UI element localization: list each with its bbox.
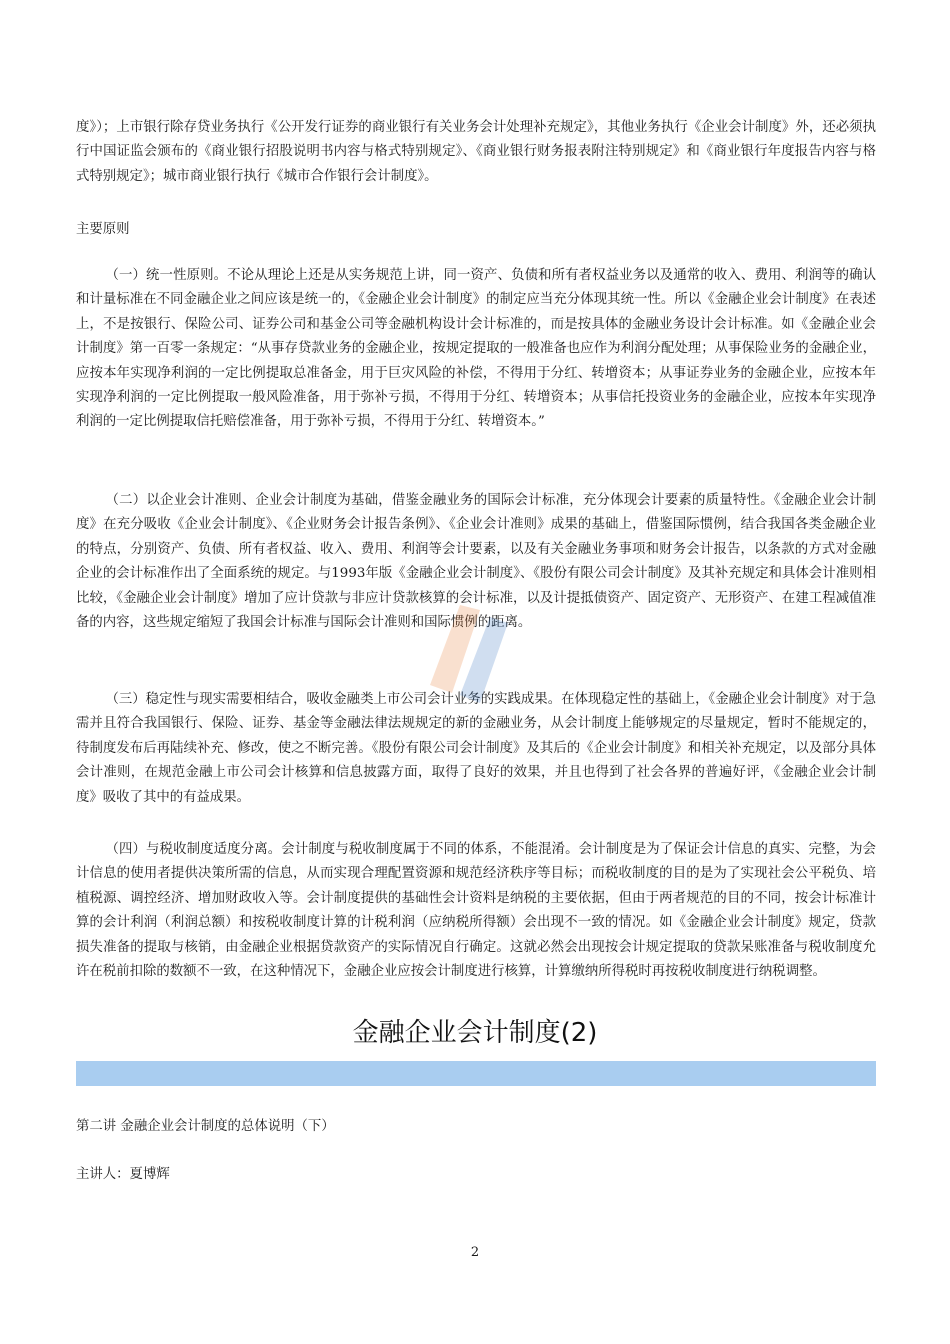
principle-2-paragraph: （二）以企业会计准则、企业会计制度为基础，借鉴金融业务的国际会计标准，充分体现会计要素的质量特性。《金融企业会计制度》在充分吸收《企业会计制度》、《企业财务会计报告条例》、《企业会计准则》成果的基础上，借鉴国际惯例，结合我国各类金融企业的特点，分别资产、负债、所有者权益、收入、费用、利润等会计要素，以及有关金融业务事项和财务会计报告，以条款的方式对金融企业的会计标准作出了全面系统的规定。与1993年版《金融企业会计制度》、《股份有限公司会计制度》及其补充规定和具体会计准则相比较，《金融企业会计制度》增加了应计贷款与非应计贷款核算的会计标准，以及计提抵债资产、固定资产、无形资产、在建工程减值准备的内容，这些规定缩短了我国会计标准与国际会计准则和国际惯例的距离。 <box>76 493 876 631</box>
speaker-line: 主讲人：夏博辉 <box>76 1167 170 1182</box>
lecture-line: 第二讲 金融企业会计制度的总体说明（下） <box>76 1119 335 1134</box>
principle-4-paragraph: （四）与税收制度适度分离。会计制度与税收制度属于不同的体系，不能混淆。会计制度是为了保证会计信息的真实、完整，为会计信息的使用者提供决策所需的信息，从而实现合理配置资源和规范经济秩序等目标；而税收制度的目的是为了实现社会公平税负、培植税源、调控经济、增加财政收入等。会计制度提供的基础性会计资料是纳税的主要依据，但由于两者规范的目的不同，按会计标准计算的会计利润（利润总额）和按税收制度计算的计税利润（应纳税所得额）会出现不一致的情况。如《金融企业会计制度》规定，贷款损失准备的提取与核销，由金融企业根据贷款资产的实际情况自行确定。这就必然会出现按会计规定提取的贷款呆账准备与税收制度允许在税前扣除的数额不一致，在这种情况下，金融企业应按会计制度进行核算，计算缴纳所得税时再按税收制度进行纳税调整。 <box>76 842 876 980</box>
principle-1-paragraph: （一）统一性原则。不论从理论上还是从实务规范上讲，同一资产、负债和所有者权益业务以及通常的收入、费用、利润等的确认和计量标准在不同金融企业之间应该是统一的，《金融企业会计制度》的制定应当充分体现其统一性。所以《金融企业会计制度》在表述上，不是按银行、保险公司、证券公司和基金公司等金融机构设计会计标准的，而是按具体的金融业务设计会计标准。如《金融企业会计制度》第一百零一条规定：“从事存贷款业务的金融企业，按规定提取的一般准备也应作为利润分配处理；从事保险业务的金融企业，应按本年实现净利润的一定比例提取总准备金，用于巨灾风险的补偿，不得用于分红、转增资本；从事证券业务的金融企业，应按本年实现净利润的一定比例提取一般风险准备，用于弥补亏损，不得用于分红、转增资本；从事信托投资业务的金融企业，应按本年实现净利润的一定比例提取信托赔偿准备，用于弥补亏损，不得用于分红、转增资本。” <box>76 268 876 430</box>
page-number: 2 <box>470 1245 480 1260</box>
title-underline-bar <box>76 1061 876 1086</box>
principle-3-paragraph: （三）稳定性与现实需要相结合，吸收金融类上市公司会计业务的实践成果。在体现稳定性的基础上，《金融企业会计制度》对于急需并且符合我国银行、保险、证券、基金等金融法律法规规定的新的金融业务，从会计制度上能够规定的尽量规定，暂时不能规定的，待制度发布后再陆续补充、修改，使之不断完善。《股份有限公司会计制度》及其后的《企业会计制度》和相关补充规定，以及部分具体会计准则，在规范金融上市公司会计核算和信息披露方面，取得了良好的效果，并且也得到了社会各界的普遍好评，《金融企业会计制度》吸收了其中的有益成果。 <box>76 692 876 805</box>
section-heading: 主要原则 <box>76 222 130 237</box>
document-title: 金融企业会计制度(2) <box>352 1018 598 1048</box>
paragraph-continuation: 度》）；上市银行除存贷业务执行《公开发行证券的商业银行有关业务会计处理补充规定》，其他业务执行《企业会计制度》外，还必须执行中国证监会颁布的《商业银行招股说明书内容与格式特别规定》、《商业银行财务报表附注特别规定》和《商业银行年度报告内容与格式特别规定》；城市商业银行执行《城市合作银行会计制度》。 <box>76 120 876 184</box>
